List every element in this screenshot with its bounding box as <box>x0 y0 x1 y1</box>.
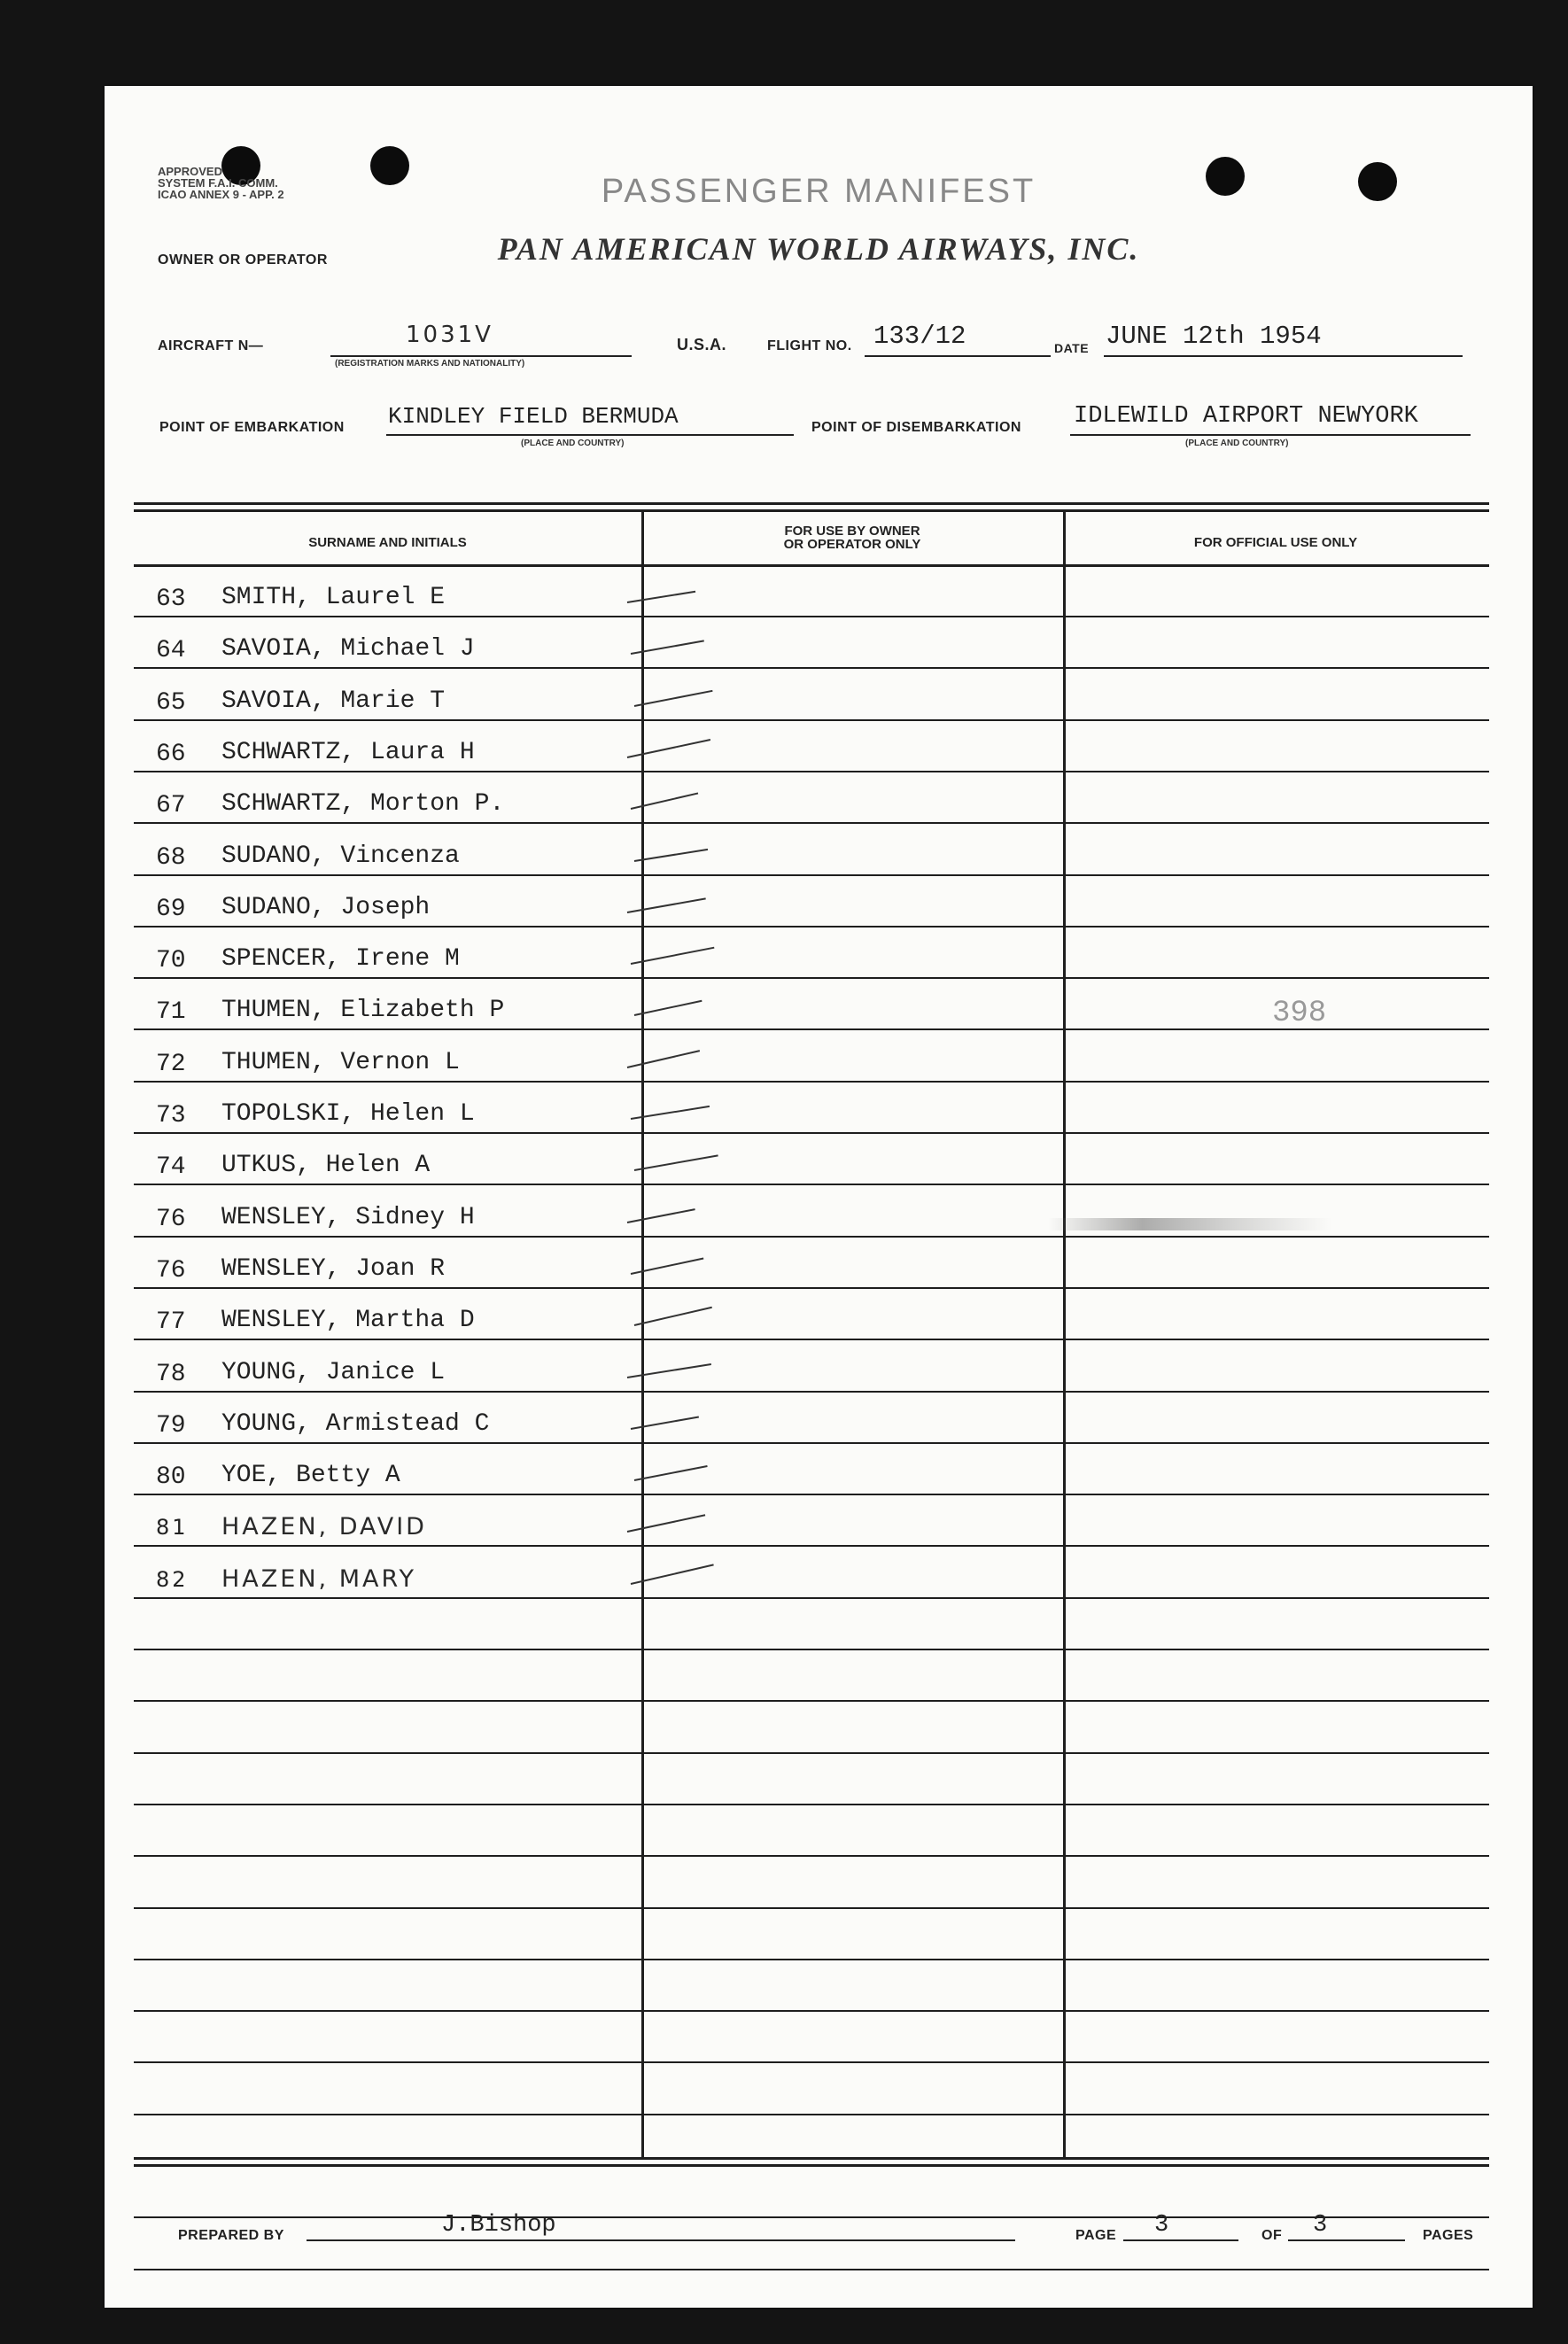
manifest-sheet <box>105 86 1533 2308</box>
passenger-name: YOUNG, Janice L <box>221 1359 446 1386</box>
prepared-by-value: J.Bishop <box>441 2212 556 2239</box>
passenger-number: 76 <box>156 1257 186 1285</box>
disembark-underline <box>1070 434 1471 436</box>
row-rule <box>134 1959 1489 1960</box>
passenger-number: 69 <box>156 896 186 923</box>
passenger-name: SAVOIA, Marie T <box>221 687 446 715</box>
passenger-name: SMITH, Laurel E <box>221 584 446 611</box>
passenger-name: YOE, Betty A <box>221 1462 400 1489</box>
passenger-number: 76 <box>156 1206 186 1233</box>
owner-use-header-line: FOR USE BY OWNER <box>784 524 920 539</box>
passenger-number: 80 <box>156 1463 186 1491</box>
table-bottom-border <box>134 2164 1489 2167</box>
total-pages: 3 <box>1313 2212 1328 2239</box>
passenger-number: 81 <box>156 1515 189 1540</box>
company-name: PAN AMERICAN WORLD AIRWAYS, INC. <box>497 231 1140 267</box>
disembark-value: IDLEWILD AIRPORT NEWYORK <box>1074 403 1418 430</box>
embark-value: KINDLEY FIELD BERMUDA <box>388 403 679 430</box>
row-rule <box>134 1132 1489 1134</box>
row-rule <box>134 1804 1489 1805</box>
passenger-name: THUMEN, Vernon L <box>221 1049 460 1076</box>
check-mark <box>634 1154 718 1171</box>
passenger-number: 66 <box>156 741 186 768</box>
page-number: 3 <box>1154 2212 1169 2239</box>
check-mark <box>627 1208 695 1223</box>
passenger-name: WENSLEY, Martha D <box>221 1307 475 1334</box>
row-rule <box>134 1236 1489 1238</box>
passenger-number: 73 <box>156 1102 186 1129</box>
row-rule <box>134 719 1489 721</box>
disembark-label: POINT OF DISEMBARKATION <box>811 420 1021 435</box>
date-label: DATE <box>1054 341 1090 355</box>
row-rule <box>134 1442 1489 1444</box>
row-rule <box>134 1494 1489 1495</box>
check-mark <box>627 1363 711 1378</box>
smudge-mark <box>1048 1218 1331 1230</box>
date-underline <box>1104 355 1463 357</box>
page-label: PAGE <box>1075 2228 1117 2243</box>
row-rule <box>134 616 1489 617</box>
approval-line: APPROVED <box>158 165 222 178</box>
embark-caption: (PLACE AND COUNTRY) <box>521 439 625 448</box>
row-rule <box>134 1184 1489 1185</box>
prepared-by-label: PREPARED BY <box>178 2228 284 2243</box>
row-rule <box>134 2216 1489 2218</box>
usa-label: U.S.A. <box>677 336 727 353</box>
approval-line: SYSTEM F.A.I. COMM. <box>158 176 278 190</box>
passenger-name: SUDANO, Joseph <box>221 894 431 921</box>
row-rule <box>134 1597 1489 1599</box>
aircraft-caption: (REGISTRATION MARKS AND NATIONALITY) <box>335 359 525 369</box>
table-top-border <box>134 509 1489 512</box>
passenger-name: SAVOIA, Michael J <box>221 635 475 663</box>
aircraft-underline <box>330 355 632 357</box>
official-mark: 398 <box>1272 997 1327 1030</box>
passenger-name: SPENCER, Irene M <box>221 945 460 973</box>
row-rule <box>134 1907 1489 1909</box>
header-bottom-rule <box>134 564 1489 567</box>
row-rule <box>134 2269 1489 2270</box>
row-rule <box>134 1855 1489 1857</box>
table-top-border <box>134 502 1489 505</box>
passenger-name: SCHWARTZ, Laura H <box>221 739 475 766</box>
passenger-number: 82 <box>156 1567 189 1592</box>
row-rule <box>134 822 1489 824</box>
check-mark <box>634 690 713 707</box>
row-rule <box>134 1649 1489 1650</box>
aircraft-label: AIRCRAFT N— <box>158 338 264 353</box>
official-use-column-header: FOR OFFICIAL USE ONLY <box>1193 535 1358 550</box>
check-mark <box>634 1000 702 1016</box>
flight-underline <box>865 355 1051 357</box>
passenger-name: SCHWARTZ, Morton P. <box>221 790 505 818</box>
passenger-name: THUMEN, Elizabeth P <box>221 997 505 1024</box>
of-underline <box>1288 2239 1405 2241</box>
row-rule <box>134 874 1489 876</box>
passenger-number: 67 <box>156 792 186 819</box>
passenger-name: TOPOLSKI, Helen L <box>221 1100 475 1128</box>
passenger-number: 68 <box>156 844 186 872</box>
row-rule <box>134 1287 1489 1289</box>
column-divider <box>641 512 644 2160</box>
embark-underline <box>386 434 794 436</box>
row-rule <box>134 2061 1489 2063</box>
page-underline <box>1123 2239 1238 2241</box>
surname-column-header: SURNAME AND INITIALS <box>308 535 467 550</box>
passenger-name: UTKUS, Helen A <box>221 1152 431 1179</box>
passenger-name: HAZEN, MARY <box>221 1565 416 1593</box>
date-value: JUNE 12th 1954 <box>1106 322 1322 351</box>
row-rule <box>134 1391 1489 1393</box>
passenger-number: 63 <box>156 586 186 613</box>
passenger-number: 72 <box>156 1051 186 1078</box>
check-mark <box>627 591 695 603</box>
embark-label: POINT OF EMBARKATION <box>159 420 345 435</box>
pages-label: PAGES <box>1423 2228 1474 2243</box>
passenger-number: 77 <box>156 1308 186 1336</box>
passenger-number: 65 <box>156 689 186 717</box>
check-mark <box>634 1465 708 1481</box>
passenger-number: 70 <box>156 947 186 974</box>
disembark-caption: (PLACE AND COUNTRY) <box>1185 439 1289 448</box>
flight-label: FLIGHT NO. <box>767 338 852 353</box>
row-rule <box>134 771 1489 772</box>
passenger-name: YOUNG, Armistead C <box>221 1410 490 1438</box>
flight-value: 133/12 <box>873 322 966 351</box>
passenger-number: 71 <box>156 998 186 1026</box>
owner-label: OWNER OR OPERATOR <box>158 252 328 268</box>
row-rule <box>134 1700 1489 1702</box>
passenger-name: WENSLEY, Joan R <box>221 1255 446 1283</box>
row-rule <box>134 1081 1489 1083</box>
table-bottom-border <box>134 2157 1489 2160</box>
check-mark <box>627 897 706 913</box>
row-rule <box>134 2010 1489 2012</box>
passenger-number: 74 <box>156 1153 186 1181</box>
row-rule <box>134 2114 1489 2115</box>
row-rule <box>134 1339 1489 1340</box>
owner-use-header-line: OR OPERATOR ONLY <box>783 537 921 552</box>
owner-use-column-header <box>641 524 1063 551</box>
passenger-name: WENSLEY, Sidney H <box>221 1204 475 1231</box>
check-mark <box>627 1050 700 1068</box>
aircraft-value: 1031V <box>406 322 493 348</box>
check-mark <box>627 1514 705 1533</box>
passenger-number: 78 <box>156 1361 186 1388</box>
column-divider <box>1063 512 1066 2160</box>
approval-line: ICAO ANNEX 9 - APP. 2 <box>158 188 284 201</box>
passenger-name: SUDANO, Vincenza <box>221 842 460 870</box>
of-label: OF <box>1261 2228 1283 2243</box>
prepared-by-underline <box>307 2239 1015 2241</box>
row-rule <box>134 1752 1489 1754</box>
row-rule <box>134 1545 1489 1547</box>
row-rule <box>134 977 1489 979</box>
check-mark <box>627 739 710 758</box>
passenger-name: HAZEN, DAVID <box>221 1513 427 1541</box>
check-mark <box>634 1307 712 1326</box>
check-mark <box>634 849 708 862</box>
row-rule <box>134 926 1489 928</box>
page-title: PASSENGER MANIFEST <box>601 173 1036 210</box>
row-rule <box>134 667 1489 669</box>
passenger-number: 64 <box>156 637 186 664</box>
passenger-number: 79 <box>156 1412 186 1440</box>
